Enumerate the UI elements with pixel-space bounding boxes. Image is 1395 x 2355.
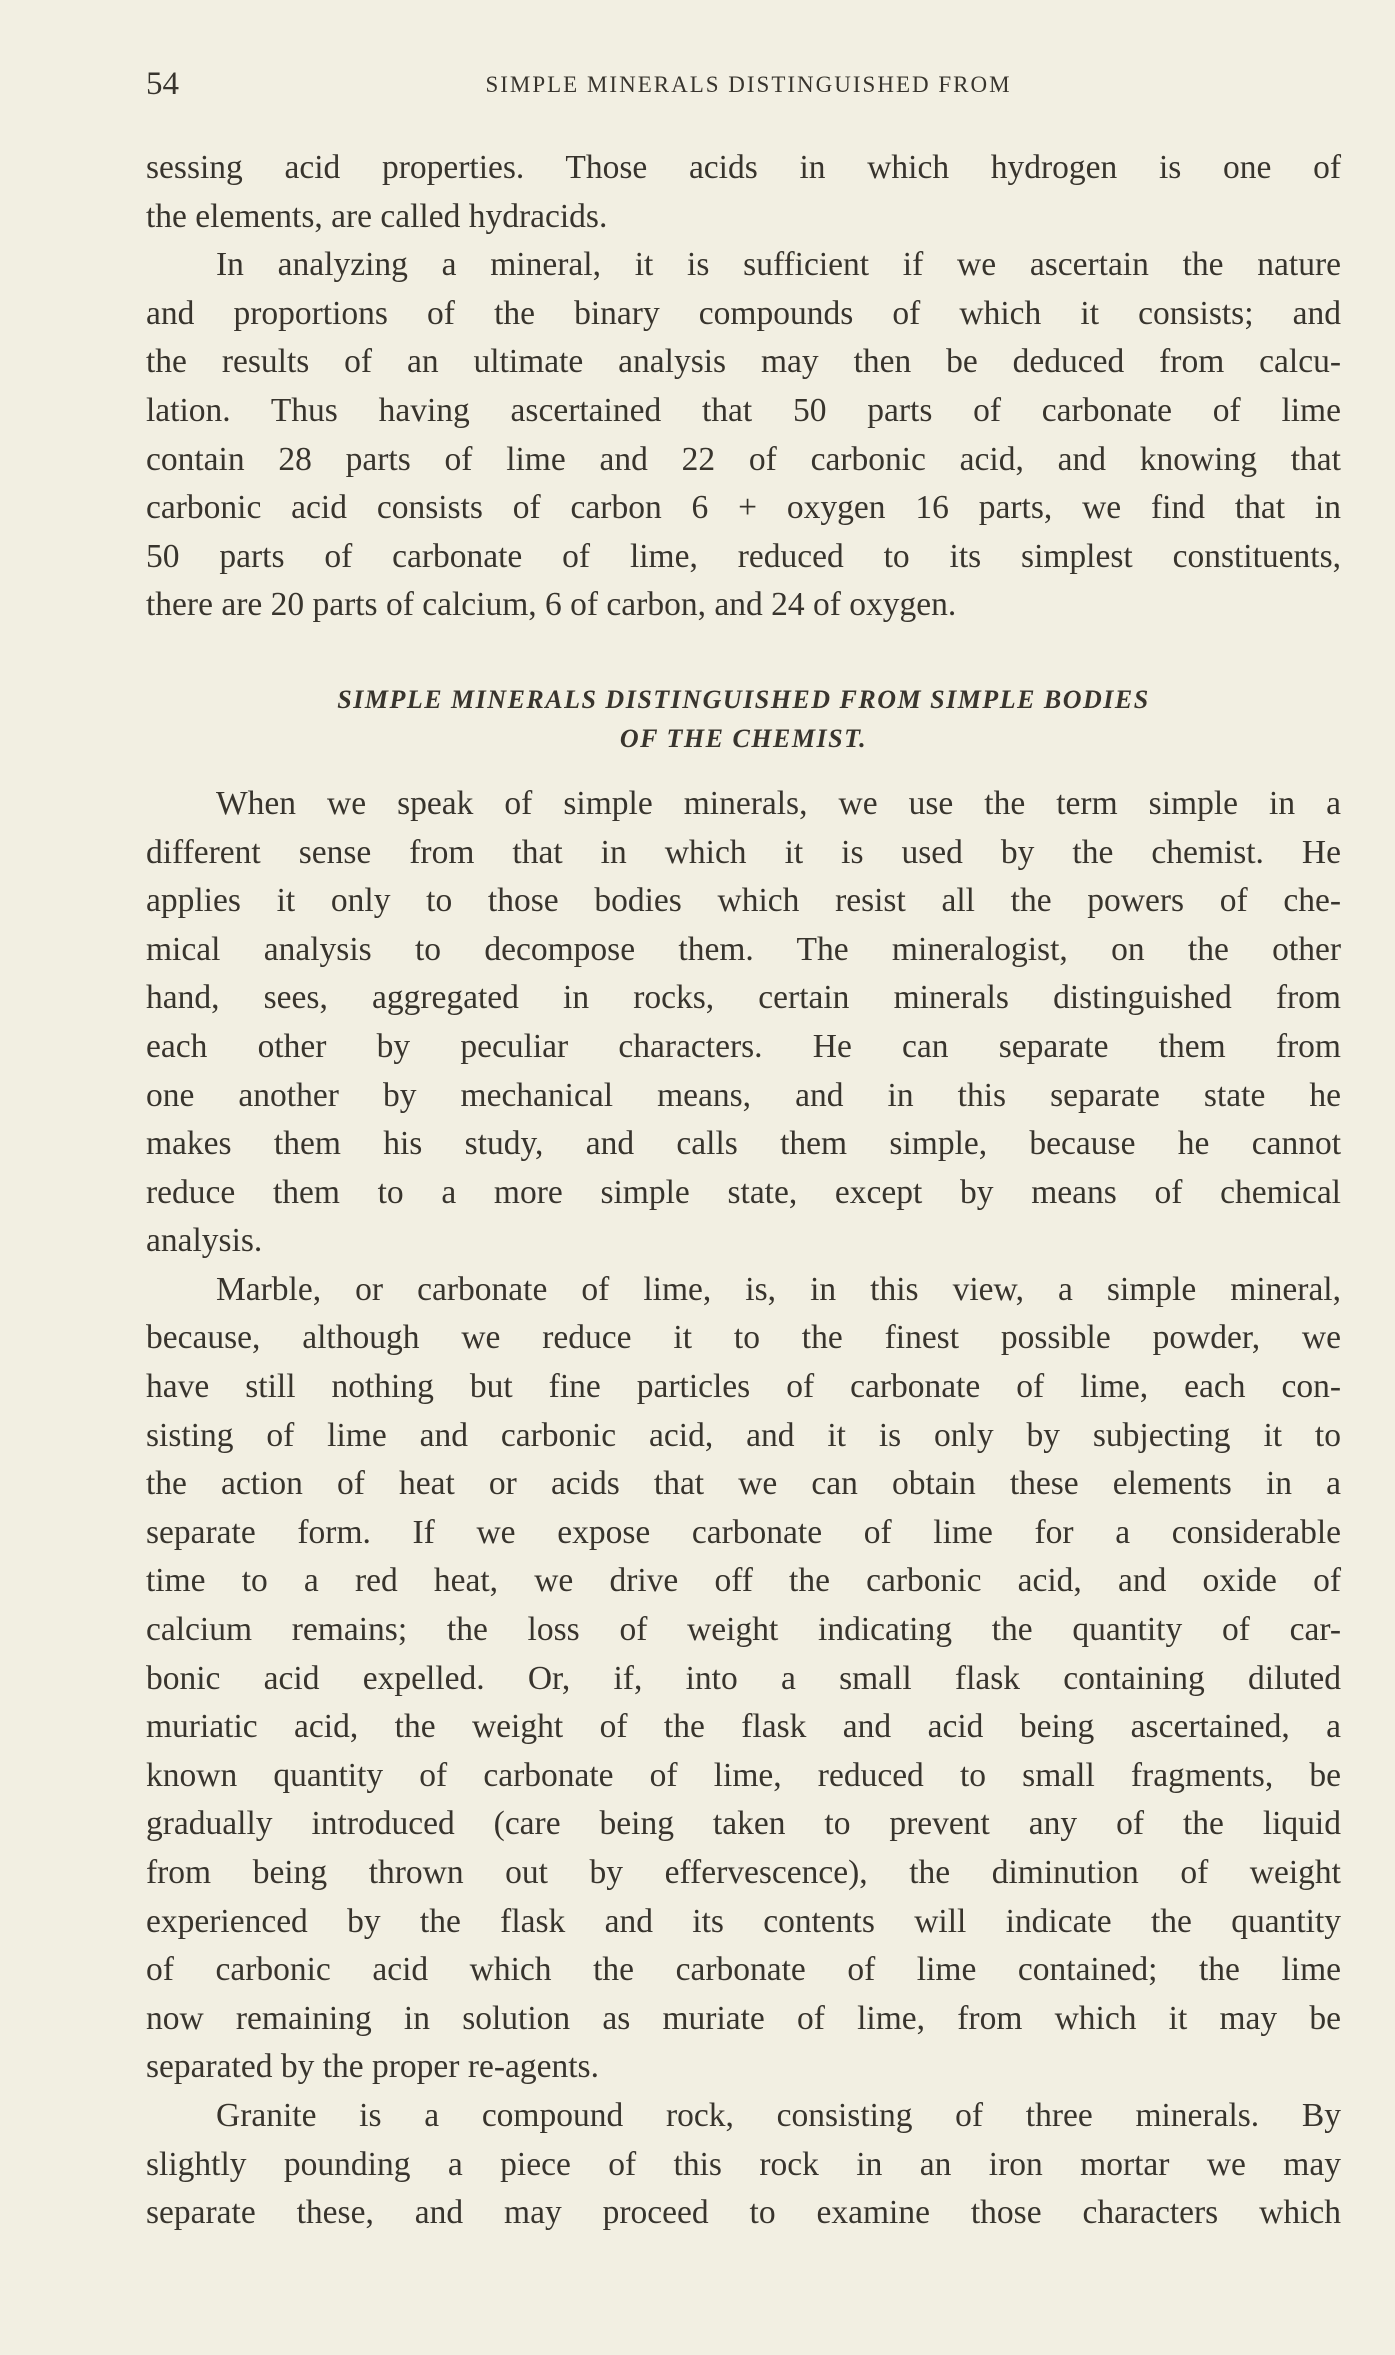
text-line: from being thrown out by effervescence), the diminution of weight (146, 1854, 1341, 1891)
paragraph (146, 241, 1341, 630)
text-line: one another by mechanical means, and in this separate state he (146, 1076, 1341, 1114)
text-line: gradually introduced (care being taken to prevent any of the liquid (146, 1805, 1341, 1843)
paragraph (146, 2092, 1341, 2238)
text-line: different sense from that in which it is used by the chemist. He (146, 833, 1341, 871)
text-line: contain 28 parts of lime and 22 of carbonic acid, and knowing that (146, 440, 1341, 478)
text-line: Granite is a compound rock, consisting of three minerals. By (216, 2096, 1341, 2134)
text-line: In analyzing a mineral, it is sufficient if we ascertain the nature (216, 246, 1341, 284)
text-line: carbonic acid consists of carbon 6 + oxygen 16 parts, we find that in (146, 489, 1341, 527)
text-line: and proportions of the binary compounds of which it consists; and (146, 294, 1341, 332)
text-line: sessing acid properties. Those acids in which hydrogen is one of (146, 149, 1341, 186)
heading-line: OF THE CHEMIST. (619, 723, 868, 753)
text-line: separate these, and may proceed to examine those characters which (146, 2194, 1341, 2232)
text-line: 50 parts of carbonate of lime, reduced to its simplest constituents, (146, 537, 1341, 575)
page-header (146, 66, 1341, 106)
text-line: hand, sees, aggregated in rocks, certain minerals distinguished from (146, 979, 1341, 1017)
text-line: have still nothing but fine particles of carbonate of lime, each con- (146, 1368, 1341, 1406)
running-head: SIMPLE MINERALS DISTINGUISHED FROM (485, 72, 1012, 97)
text-line: calcium remains; the loss of weight indicating the quantity of car- (146, 1611, 1341, 1649)
text-line: analysis. (146, 1222, 263, 1260)
section-heading (146, 680, 1341, 758)
text-line: experienced by the flask and its contents will indicate the quantity (146, 1902, 1341, 1940)
text-line: When we speak of simple minerals, we use the term simple in a (216, 784, 1341, 822)
text-line: now remaining in solution as muriate of lime, from which it may be (146, 1999, 1341, 2037)
text-line: reduce them to a more simple state, except by means of chemical (146, 1173, 1341, 1211)
text-line: there are 20 parts of calcium, 6 of carbon, and 24 of oxygen. (146, 586, 957, 624)
heading-line: SIMPLE MINERALS DISTINGUISHED FROM SIMPLE BODIES (337, 684, 1150, 714)
text-line: of carbonic acid which the carbonate of lime contained; the lime (146, 1951, 1341, 1989)
text-line: the action of heat or acids that we can obtain these elements in a (146, 1465, 1341, 1503)
text-line: the results of an ultimate analysis may then be deduced from calcu- (146, 343, 1341, 381)
paragraph (146, 1266, 1341, 2092)
text-line: time to a red heat, we drive off the carbonic acid, and oxide of (146, 1562, 1341, 1600)
text-line: bonic acid expelled. Or, if, into a small flask containing diluted (146, 1659, 1341, 1697)
text-line: applies it only to those bodies which resist all the powers of che- (146, 882, 1341, 920)
page-number: 54 (146, 66, 179, 102)
text-line: slightly pounding a piece of this rock in an iron mortar we may (146, 2145, 1341, 2183)
text-line: each other by peculiar characters. He can separate them from (146, 1027, 1341, 1065)
text-line: makes them his study, and calls them simple, because he cannot (146, 1125, 1341, 1163)
text-line: Marble, or carbonate of lime, is, in this view, a simple mineral, (216, 1270, 1341, 1308)
text-line: muriatic acid, the weight of the flask and acid being ascertained, a (146, 1708, 1341, 1746)
paragraph (146, 144, 1341, 241)
text-line: known quantity of carbonate of lime, reduced to small fragments, be (146, 1756, 1341, 1794)
text-line: mical analysis to decompose them. The mineralogist, on the other (146, 930, 1341, 968)
page-body (146, 144, 1341, 2238)
text-line: separate form. If we expose carbonate of lime for a considerable (146, 1513, 1341, 1551)
text-line: because, although we reduce it to the finest possible powder, we (146, 1319, 1341, 1357)
text-line: lation. Thus having ascertained that 50 parts of carbonate of lime (146, 391, 1341, 429)
text-line: separated by the proper re-agents. (146, 2048, 599, 2086)
text-line: the elements, are called hydracids. (146, 197, 608, 235)
text-line: sisting of lime and carbonic acid, and it is only by subjecting it to (146, 1416, 1341, 1454)
paragraph (146, 780, 1341, 1266)
